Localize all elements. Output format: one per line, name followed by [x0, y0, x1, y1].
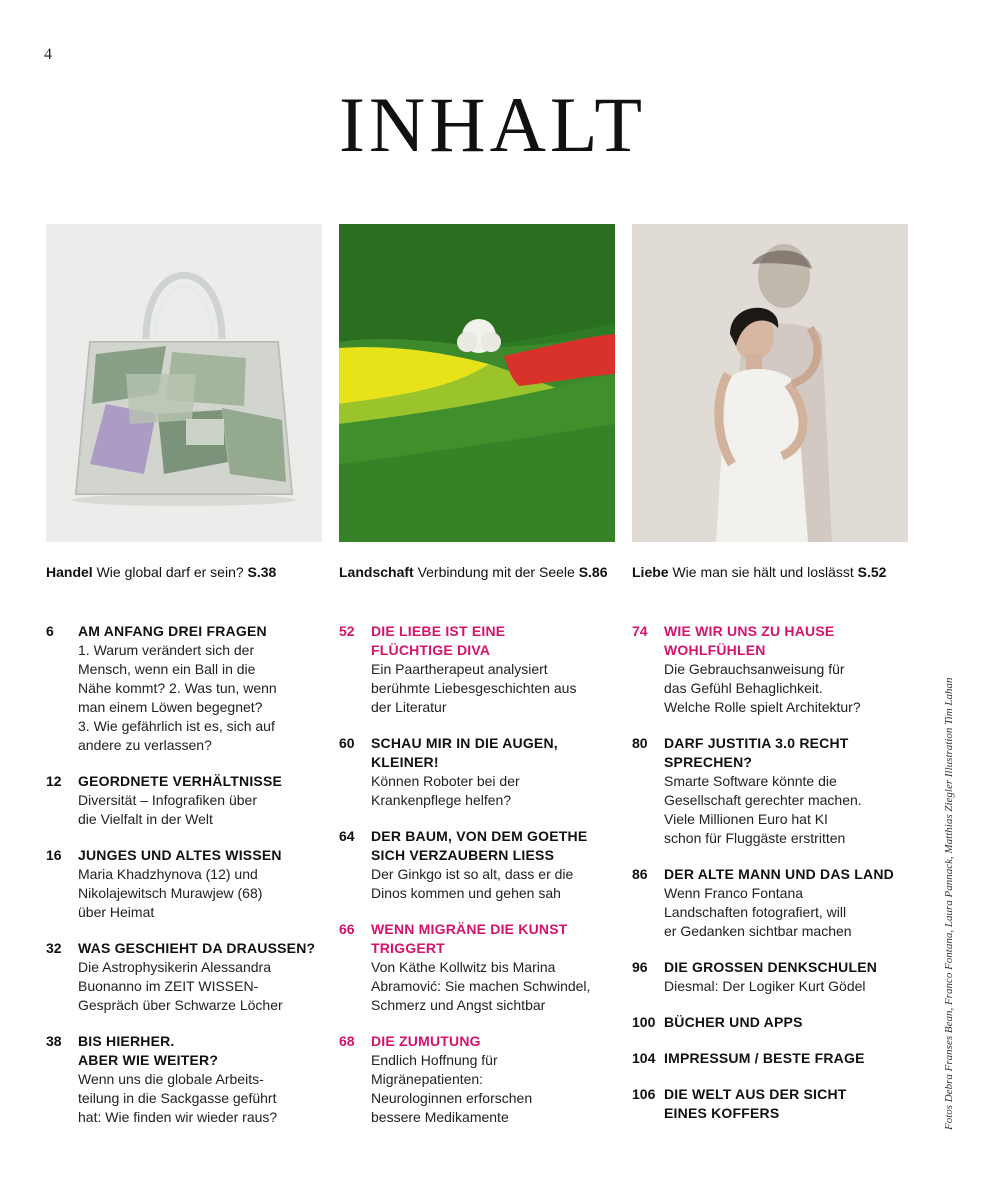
caption-text: Verbindung mit der Seele	[417, 564, 575, 580]
toc-title: WENN MIGRÄNE DIE KUNST TRIGGERT	[371, 921, 568, 956]
toc-column-3	[632, 622, 932, 1140]
toc-entry[interactable]	[632, 958, 932, 996]
toc-title: BÜCHER UND APPS	[664, 1014, 803, 1030]
toc-entry[interactable]	[339, 827, 639, 903]
toc-entry[interactable]	[632, 622, 932, 717]
caption-section: Landschaft	[339, 564, 414, 580]
caption-text: Wie global darf er sein?	[96, 564, 244, 580]
toc-page-number: 80	[632, 735, 648, 751]
toc-page-number: 6	[46, 623, 54, 639]
toc-entry[interactable]	[339, 1032, 639, 1127]
toc-title: WIE WIR UNS ZU HAUSE WOHLFÜHLEN	[664, 623, 835, 658]
toc-title: BIS HIERHER. ABER WIE WEITER?	[78, 1033, 219, 1068]
toc-title: WAS GESCHIEHT DA DRAUSSEN?	[78, 940, 316, 956]
toc-title: DARF JUSTITIA 3.0 RECHT SPRECHEN?	[664, 735, 849, 770]
toc-title: DIE GROSSEN DENKSCHULEN	[664, 959, 878, 975]
toc-entry[interactable]	[632, 1049, 932, 1068]
toc-entry[interactable]	[632, 1013, 932, 1032]
toc-page-number: 52	[339, 623, 355, 639]
toc-title: DER ALTE MANN UND DAS LAND	[664, 866, 894, 882]
toc-title: IMPRESSUM / BESTE FRAGE	[664, 1050, 865, 1066]
toc-entry[interactable]	[46, 846, 346, 922]
toc-entry[interactable]	[46, 622, 346, 755]
toc-entry[interactable]	[632, 865, 932, 941]
toc-description: Smarte Software könnte die Gesellschaft gerechter machen. Viele Millionen Euro hat KI schon für Fluggäste erstritten	[664, 773, 862, 846]
toc-page-number: 12	[46, 773, 62, 789]
toc-description: Wenn uns die globale Arbeits- teilung in die Sackgasse geführt hat: Wie finden wir wieder raus?	[78, 1071, 278, 1125]
toc-description: Der Ginkgo ist so alt, dass er die Dinos kommen und gehen sah	[371, 866, 574, 901]
toc-title: GEORDNETE VERHÄLTNISSE	[78, 773, 283, 789]
toc-description: Ein Paartherapeut analysiert berühmte Liebesgeschichten aus der Literatur	[371, 661, 577, 715]
toc-description: Können Roboter bei der Krankenpflege helfen?	[371, 773, 520, 808]
toc-page-number: 32	[46, 940, 62, 956]
toc-page-number: 106	[632, 1086, 656, 1102]
toc-page-number: 16	[46, 847, 62, 863]
toc-page-number: 64	[339, 828, 355, 844]
toc-page-number: 86	[632, 866, 648, 882]
toc-page-number: 38	[46, 1033, 62, 1049]
toc-title: DIE ZUMUTUNG	[371, 1033, 481, 1049]
toc-page-number: 66	[339, 921, 355, 937]
toc-column-1	[46, 622, 346, 1144]
toc-entry[interactable]	[339, 734, 639, 810]
toc-page-number: 60	[339, 735, 355, 751]
toc-page-number: 74	[632, 623, 648, 639]
toc-title: SCHAU MIR IN DIE AUGEN, KLEINER!	[371, 735, 558, 770]
toc-description: Endlich Hoffnung für Migränepatienten: Neurologinnen erforschen bessere Medikamente	[371, 1052, 533, 1125]
toc-column-2	[339, 622, 639, 1144]
caption-text: Wie man sie hält und loslässt	[672, 564, 854, 580]
toc-description: Von Käthe Kollwitz bis Marina Abramović: Sie machen Schwindel, Schmerz und Angst sichtbar	[371, 959, 591, 1013]
toc-description: Wenn Franco Fontana Landschaften fotografiert, will er Gedanken sichtbar machen	[664, 885, 852, 939]
toc-entry[interactable]	[46, 939, 346, 1015]
toc-page-number: 68	[339, 1033, 355, 1049]
caption-liebe	[632, 564, 886, 580]
toc-entry[interactable]	[339, 920, 639, 1015]
toc-description: Diesmal: Der Logiker Kurt Gödel	[664, 978, 866, 994]
caption-section: Handel	[46, 564, 93, 580]
caption-section: Liebe	[632, 564, 669, 580]
toc-entry[interactable]	[46, 1032, 346, 1127]
toc-page-number: 104	[632, 1050, 656, 1066]
caption-page: S.86	[578, 564, 608, 580]
toc-title: DIE LIEBE IST EINE FLÜCHTIGE DIVA	[371, 623, 506, 658]
toc-entry[interactable]	[339, 622, 639, 717]
toc-entry[interactable]	[632, 734, 932, 848]
caption-page: S.38	[247, 564, 277, 580]
toc-title: AM ANFANG DREI FRAGEN	[78, 623, 267, 639]
caption-page: S.52	[857, 564, 887, 580]
toc-entry[interactable]	[46, 772, 346, 829]
toc-description: Die Astrophysikerin Alessandra Buonanno im ZEIT WISSEN- Gespräch über Schwarze Löcher	[78, 959, 283, 1013]
toc-description: Diversität – Infografiken über die Vielfalt in der Welt	[78, 792, 257, 827]
caption-landschaft	[339, 564, 608, 580]
toc-title: DER BAUM, VON DEM GOETHE SICH VERZAUBERN LIESS	[371, 828, 588, 863]
toc-title: DIE WELT AUS DER SICHT EINES KOFFERS	[664, 1086, 847, 1121]
toc-description: Die Gebrauchsanweisung für das Gefühl Behaglichkeit. Welche Rolle spielt Architektur?	[664, 661, 861, 715]
toc-entry[interactable]	[632, 1085, 932, 1123]
toc-description: 1. Warum verändert sich der Mensch, wenn ein Ball in die Nähe kommt? 2. Was tun, wenn man einem Löwen begegnet? 3. Wie gefährlich ist es, sich auf andere zu verlassen?	[78, 642, 277, 753]
page-title: INHALT	[338, 81, 647, 169]
photo-landscape	[339, 224, 615, 542]
toc-title: JUNGES UND ALTES WISSEN	[78, 847, 282, 863]
photo-credits: Fotos Debra Franses Bean, Franco Fontana, Laura Pannack, Matthias Ziegler Illustration Tim Lahan	[943, 677, 955, 1130]
toc-page-number: 100	[632, 1014, 656, 1030]
photo-couple	[632, 224, 908, 542]
page-number: 4	[44, 46, 52, 63]
photo-money-bag	[46, 224, 322, 542]
toc-page-number: 96	[632, 959, 648, 975]
toc-description: Maria Khadzhynova (12) und Nikolajewitsch Murawjew (68) über Heimat	[78, 866, 263, 920]
caption-handel	[46, 564, 276, 580]
